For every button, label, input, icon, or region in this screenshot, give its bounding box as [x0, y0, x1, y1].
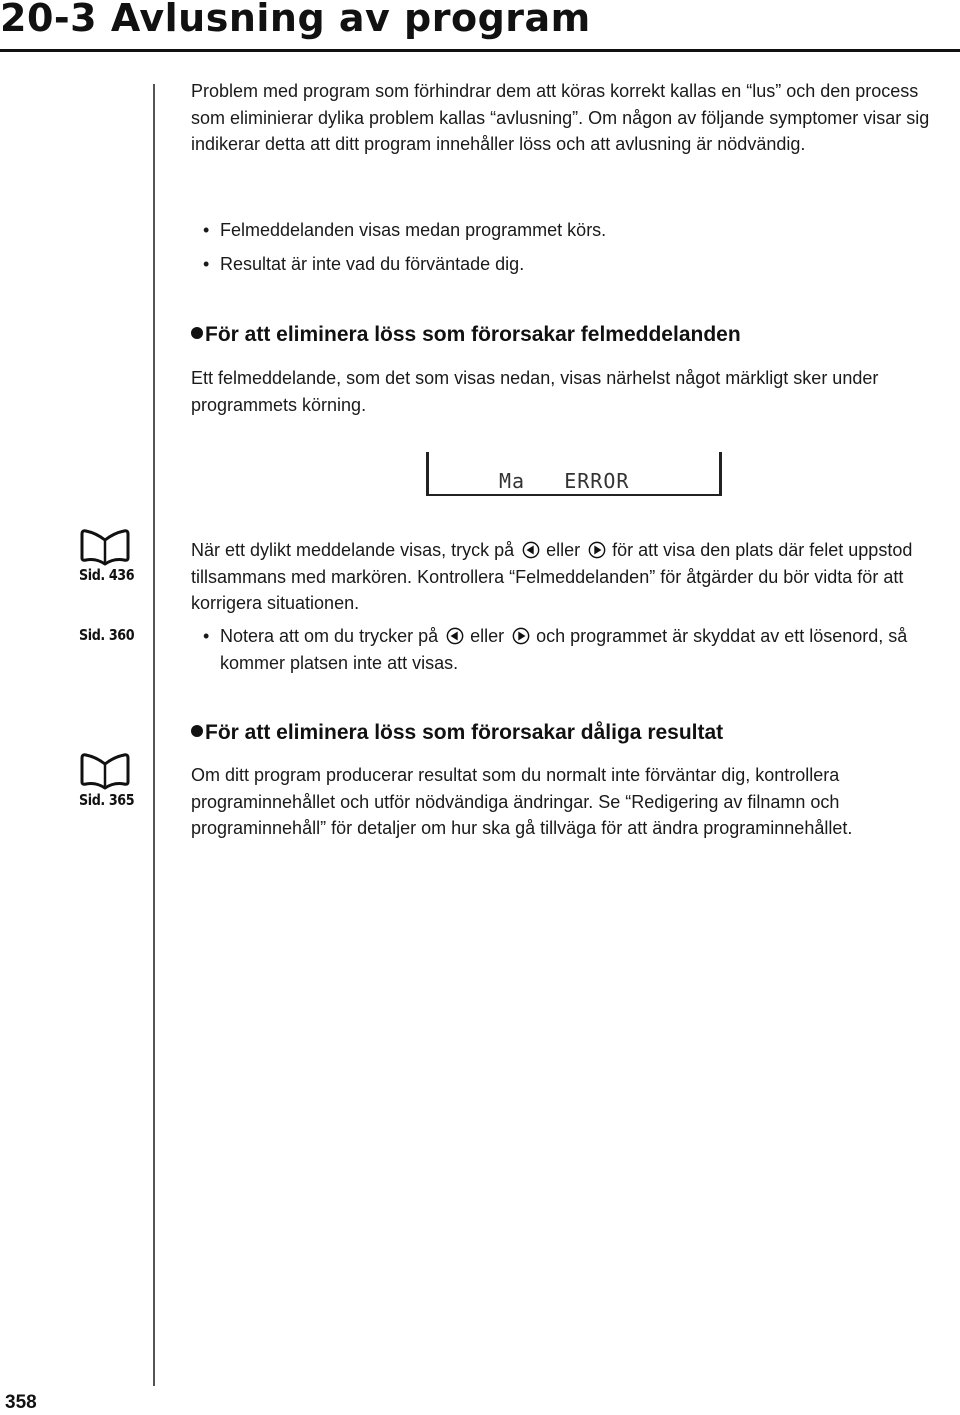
margin-rule — [153, 84, 155, 1386]
section-heading-text: För att eliminera löss som förorsakar felmeddelanden — [205, 323, 741, 346]
heading-bullet-icon — [191, 725, 203, 737]
page-title: 20-3 Avlusning av program — [0, 0, 591, 40]
list-item — [203, 623, 943, 676]
left-arrow-key-icon — [522, 541, 540, 559]
section-heading — [191, 322, 741, 348]
section1-paragraph: Ett felmeddelande, som det som visas nedan, visas närhelst något märkligt sker under programmets körning. — [191, 368, 879, 415]
calculator-screen — [426, 452, 722, 496]
open-book-icon — [80, 752, 130, 790]
bullet-icon: • — [203, 220, 210, 240]
section2-paragraph: Om ditt program producerar resultat som du normalt inte förväntar dig, kontrollera programinnehållet och utför nödvändiga ändringar. Se “Redigering av filnamn och programinnehåll” för detaljer om hur ska gå tillväga för att ändra programinnehållet. — [191, 765, 853, 838]
list-item — [203, 251, 943, 278]
bullet-text: Felmeddelanden visas medan programmet körs. — [220, 220, 607, 240]
title-rule — [0, 49, 960, 52]
bullet-icon: • — [203, 254, 210, 274]
bullet-text: Resultat är inte vad du förväntade dig. — [220, 254, 525, 274]
error-message: Ma ERROR — [499, 469, 630, 493]
instruction-paragraph — [191, 537, 951, 617]
page-number: 358 — [5, 1392, 37, 1413]
page-reference: Sid. 436 — [79, 566, 135, 584]
page-reference: Sid. 360 — [79, 626, 135, 644]
list-item — [203, 217, 943, 244]
right-arrow-key-icon — [512, 627, 530, 645]
left-arrow-key-icon — [446, 627, 464, 645]
section-heading-text: För att eliminera löss som förorsakar dåliga resultat — [205, 721, 724, 744]
instruction-text-end: för att visa den plats där felet uppstod tillsammans med markören. Kontrollera “Felmeddelanden” för åtgärder du bör vidta för att korrigera situationen. — [191, 540, 913, 613]
right-arrow-key-icon — [588, 541, 606, 559]
intro-paragraph: Problem med program som förhindrar dem att köras korrekt kallas en “lus” och den process som eliminierar dylika problem kallas “avlusning”. Om någon av följande symptomer visar sig indikerar detta att ditt program innehåller löss och att avlusning är nödvändig. — [191, 81, 930, 154]
heading-bullet-icon — [191, 327, 203, 339]
page-reference: Sid. 365 — [79, 791, 135, 809]
note-text-mid: eller — [470, 626, 505, 646]
note-text — [203, 623, 943, 676]
open-book-icon — [80, 528, 130, 566]
bullet-icon: • — [203, 626, 210, 646]
note-text-start: Notera att om du trycker på — [220, 626, 439, 646]
section-heading — [191, 720, 723, 746]
instruction-text-start: När ett dylikt meddelande visas, tryck på — [191, 540, 515, 560]
note-text-end: och programmet är skyddat av ett lösenord, så kommer platsen inte att visas. — [220, 626, 908, 673]
instruction-text-mid: eller — [546, 540, 581, 560]
